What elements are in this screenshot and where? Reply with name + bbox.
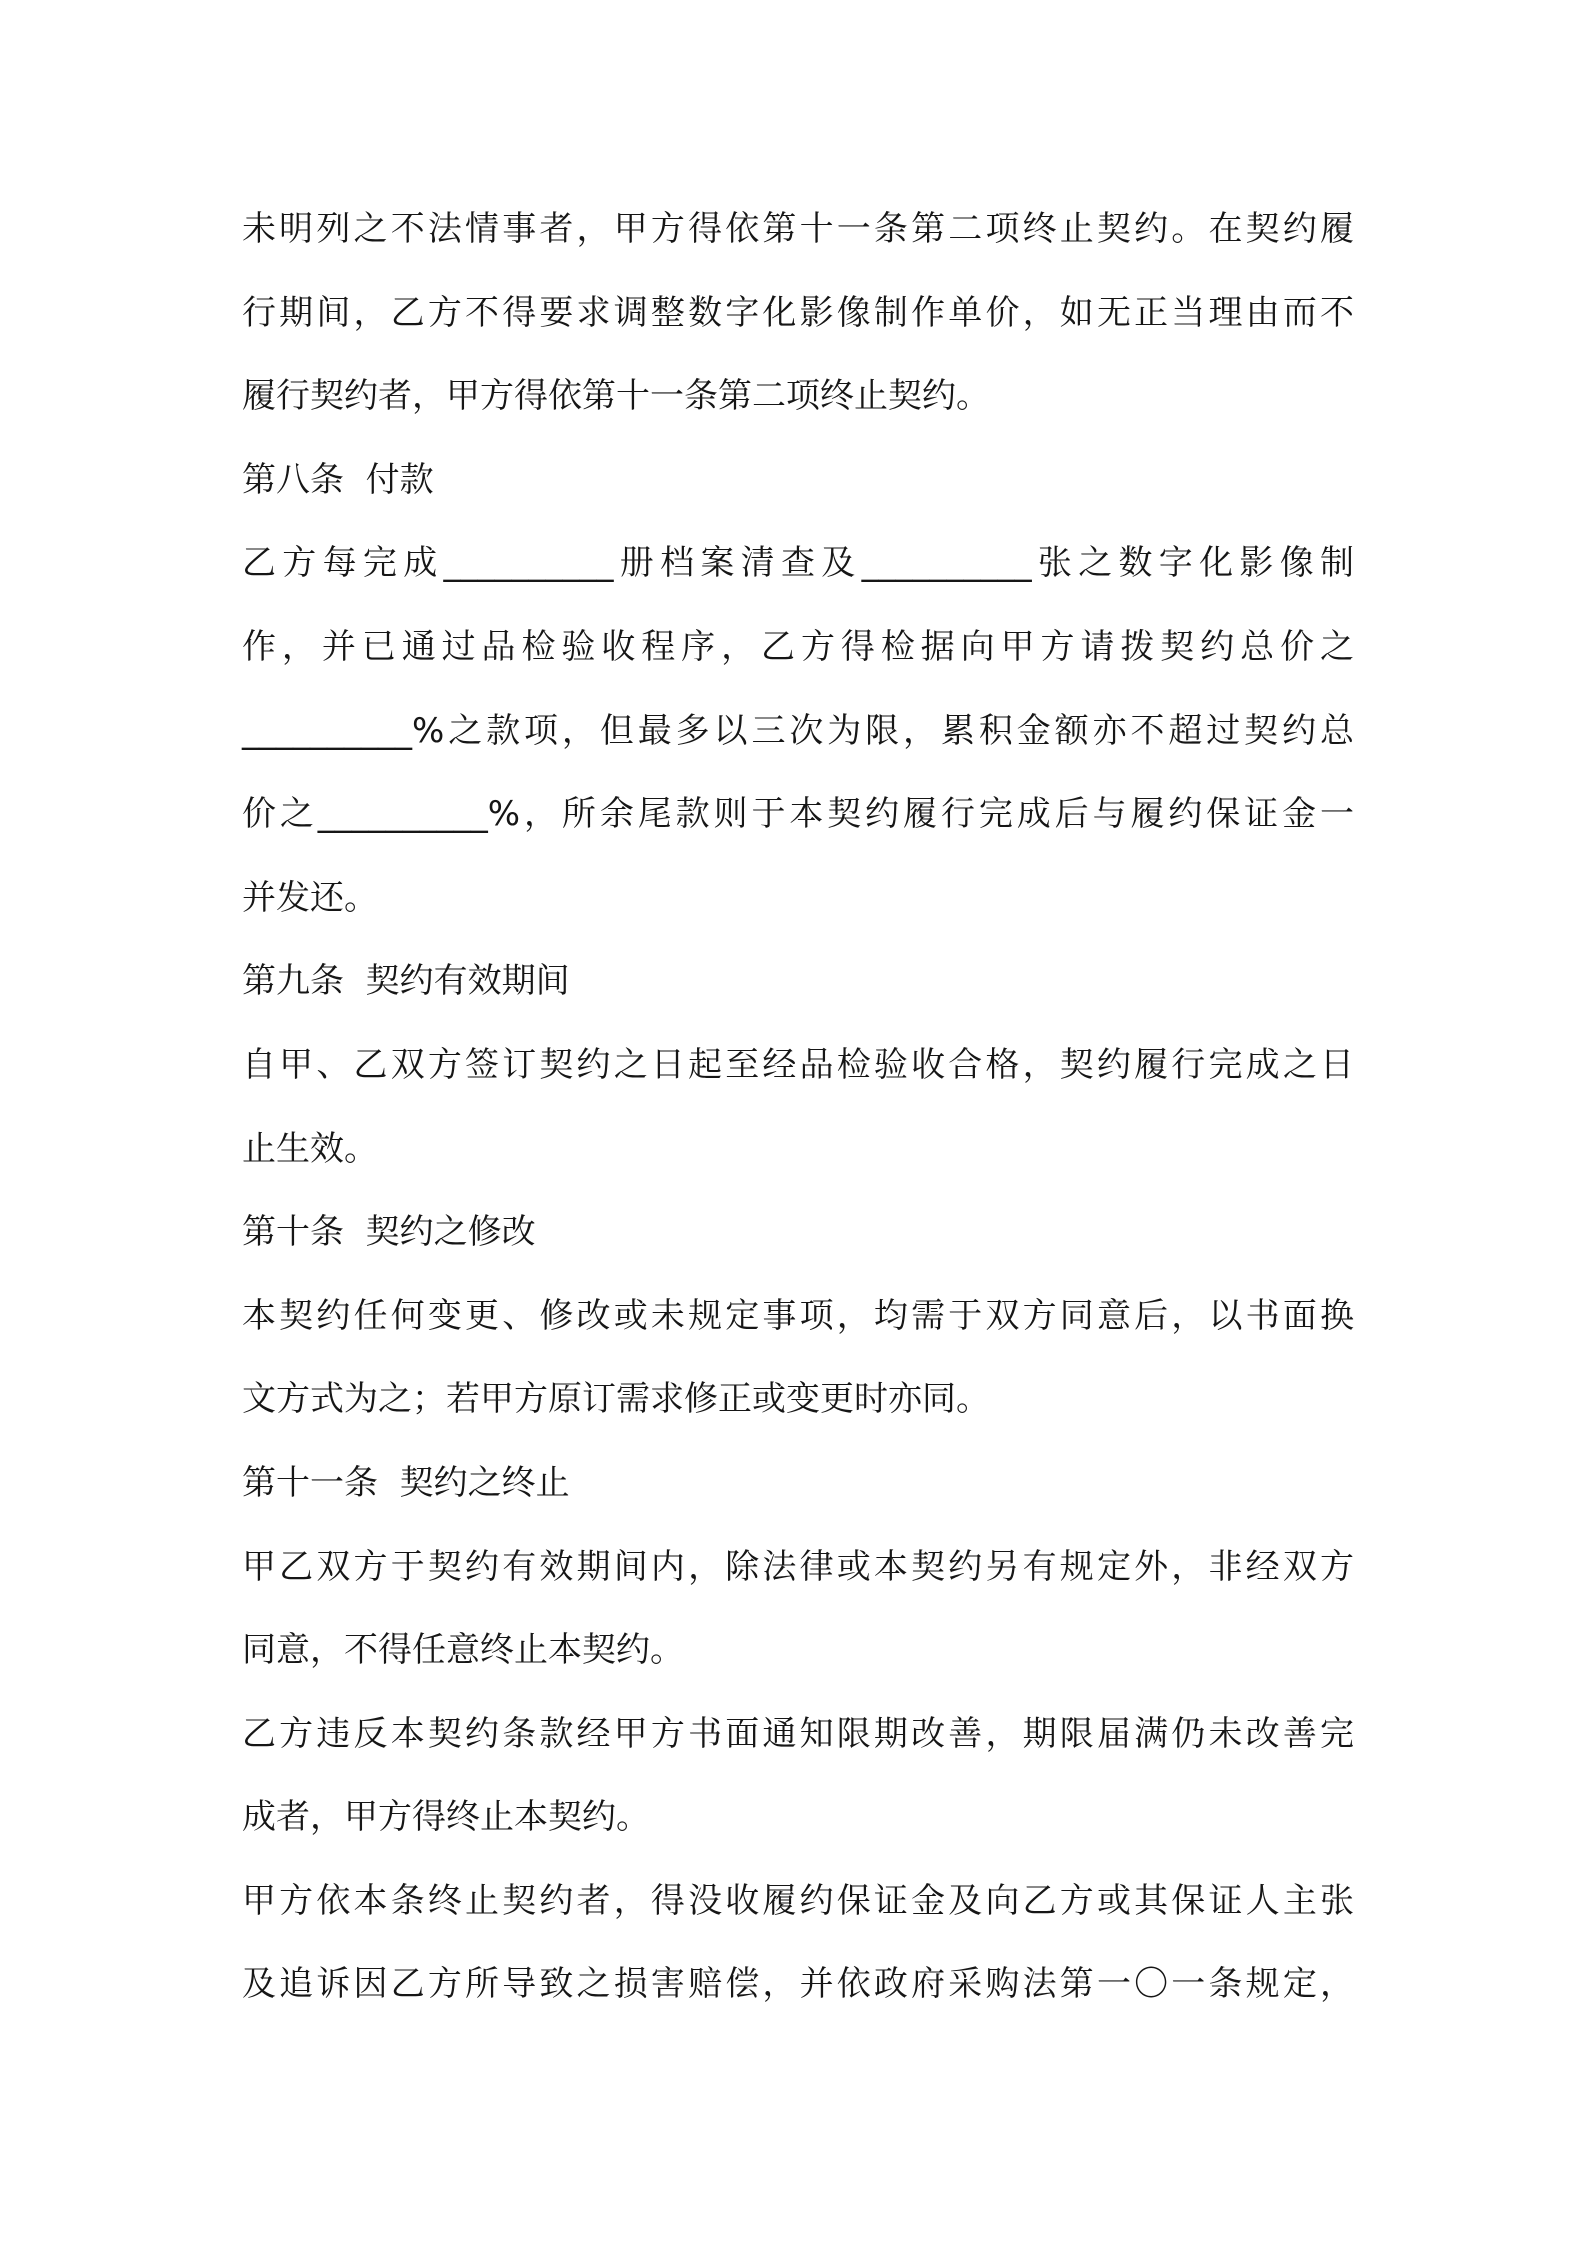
paragraph-line: 并发还。 <box>242 877 378 918</box>
paragraph-line: 未明列之不法情事者，甲方得依第十一条第二项终止契约。在契约履 <box>242 209 1354 249</box>
paragraph-line: 成者，甲方得终止本契约。 <box>242 1797 650 1838</box>
paragraph-line: __________%之款项，但最多以三次为限，累积金额亦不超过契约总 <box>242 710 1354 751</box>
document-body <box>242 188 1354 2027</box>
paragraph-line: 价之__________%，所余尾款则于本契约履行完成后与履约保证金一 <box>242 794 1354 835</box>
paragraph-line: 行期间，乙方不得要求调整数字化影像制作单价，如无正当理由而不 <box>242 292 1354 333</box>
paragraph-termination-mutual <box>242 1526 1354 1693</box>
paragraph-line: 止生效。 <box>242 1128 378 1169</box>
paragraph-line: 履行契约者，甲方得依第十一条第二项终止契约。 <box>242 376 990 417</box>
article-heading-9: 第九条 契约有效期间 <box>242 961 570 1002</box>
article-heading-8: 第八条 付款 <box>242 459 434 500</box>
paragraph-line: 自甲、乙双方签订契约之日起至经品检验收合格，契约履行完成之日 <box>242 1044 1354 1085</box>
paragraph-line: 本契约任何变更、修改或未规定事项，均需于双方同意后，以书面换 <box>242 1295 1354 1336</box>
paragraph-line: 同意，不得任意终止本契约。 <box>242 1630 684 1671</box>
paragraph-payment <box>242 522 1354 940</box>
paragraph-line: 及追诉因乙方所导致之损害赔偿，并依政府采购法第一〇一条规定， <box>242 1964 1354 2005</box>
paragraph-line: 乙方每完成__________册档案清查及__________张之数字化影像制 <box>242 543 1354 584</box>
article-heading-11: 第十一条 契约之终止 <box>242 1462 570 1503</box>
paragraph-termination-breach <box>242 1693 1354 1860</box>
paragraph-line: 甲乙双方于契约有效期间内，除法律或本契约另有规定外，非经双方 <box>242 1546 1354 1587</box>
article-heading-10: 第十条 契约之修改 <box>242 1212 536 1253</box>
paragraph-validity-period <box>242 1024 1354 1191</box>
paragraph-contract-termination-clause <box>242 188 1354 439</box>
paragraph-line: 作，并已通过品检验收程序，乙方得检据向甲方请拨契约总价之 <box>242 626 1354 667</box>
paragraph-line: 乙方违反本契约条款经甲方书面通知限期改善，期限届满仍未改善完 <box>242 1713 1354 1754</box>
paragraph-line: 文方式为之；若甲方原订需求修正或变更时亦同。 <box>242 1379 990 1420</box>
paragraph-amendment <box>242 1275 1354 1442</box>
paragraph-termination-consequences <box>242 1860 1354 2027</box>
paragraph-line: 甲方依本条终止契约者，得没收履约保证金及向乙方或其保证人主张 <box>242 1880 1354 1921</box>
